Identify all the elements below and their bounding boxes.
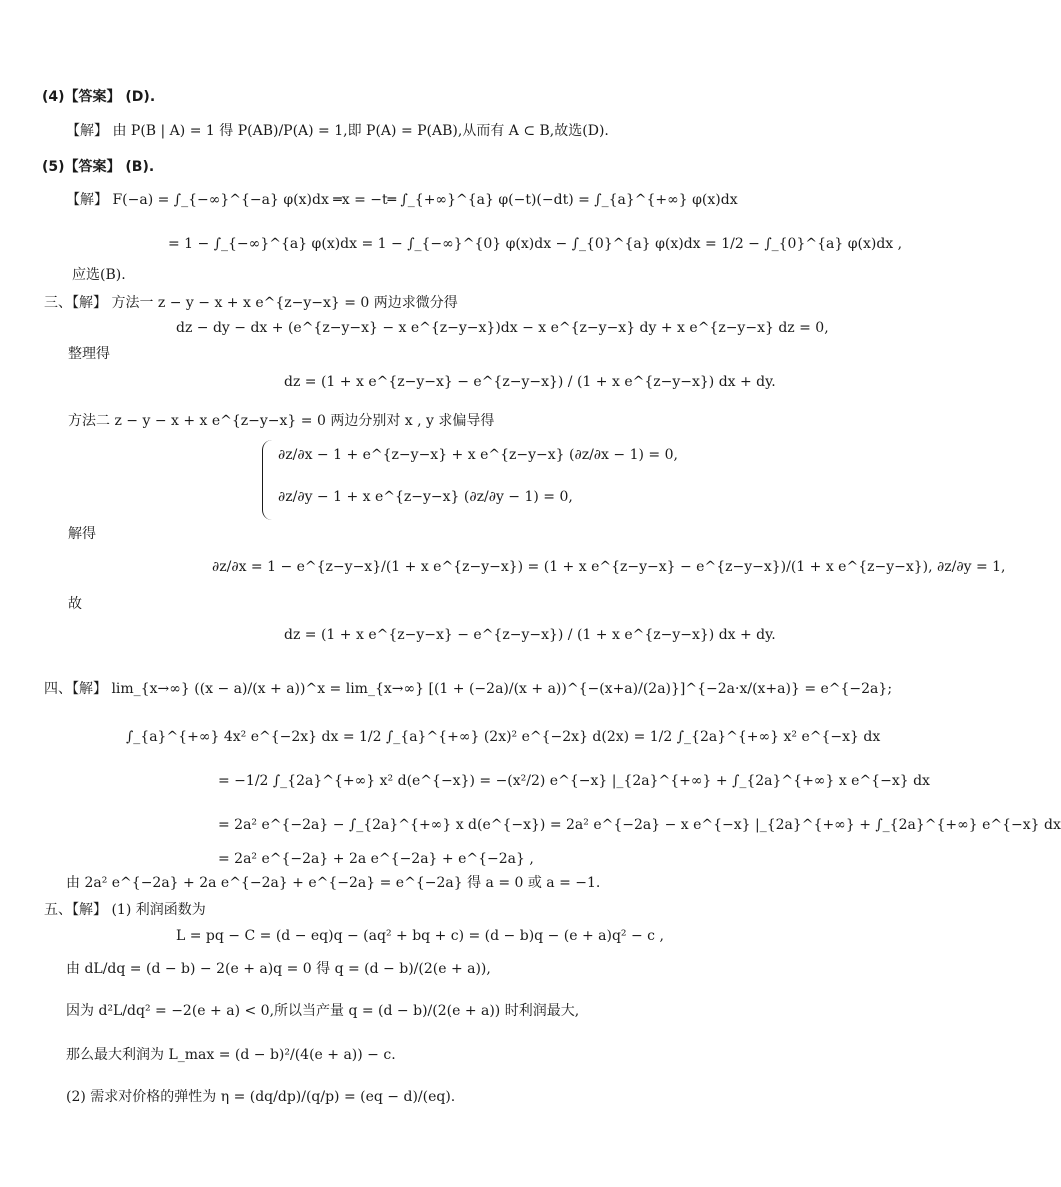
- max-profit: 那么最大利润为 L_max = (d − b)²/(4(e + a)) − c.: [66, 1047, 396, 1063]
- problem-4-limit: 四、【解】 lim_{x→∞} ((x − a)/(x + a))^x = lim_{x→∞} [(1 + (−2a)/(x + a))^{−(x+a)/(2a)}]^{−2a·x/(x+a)} = e^{−2a};: [44, 681, 893, 697]
- problem-3-result-1: dz = (1 + x e^{z−y−x} − e^{z−y−x}) / (1 + x e^{z−y−x}) dx + dy.: [284, 374, 776, 390]
- problem-4-integral-1: ∫_{a}^{+∞} 4x² e^{−2x} dx = 1/2 ∫_{a}^{+∞} (2x)² e^{−2x} d(2x) = 1/2 ∫_{2a}^{+∞} x² e^{−x} dx: [126, 729, 881, 745]
- problem-4-integral-4: = 2a² e^{−2a} + 2a e^{−2a} + e^{−2a} ,: [218, 851, 534, 867]
- profit-function: L = pq − C = (d − eq)q − (aq² + bq + c) = (d − b)q − (e + a)q² − c ,: [176, 928, 664, 944]
- price-elasticity: (2) 需求对价格的弹性为 η = (dq/dp)/(q/p) = (eq − d)/(eq).: [66, 1089, 456, 1105]
- answer-5-heading: (5)【答案】 (B).: [42, 159, 155, 175]
- problem-4-integral-3: = 2a² e^{−2a} − ∫_{2a}^{+∞} x d(e^{−x}) = 2a² e^{−2a} − x e^{−x} |_{2a}^{+∞} + ∫_{2a}^{+∞} e^{−x} dx: [218, 817, 1061, 833]
- system-equation-1: ∂z/∂x − 1 + e^{z−y−x} + x e^{z−y−x} (∂z/∂x − 1) = 0,: [278, 447, 678, 463]
- solution-5-line-2: = 1 − ∫_{−∞}^{a} φ(x)dx = 1 − ∫_{−∞}^{0} φ(x)dx − ∫_{0}^{a} φ(x)dx = 1/2 − ∫_{0}^{a} φ(x)dx ,: [168, 236, 903, 252]
- solution-5-line-1: 【解】 F(−a) = ∫_{−∞}^{−a} φ(x)dx ═x = −t═ ∫_{+∞}^{a} φ(−t)(−dt) = ∫_{a}^{+∞} φ(x)dx: [66, 192, 738, 208]
- problem-4-integral-2: = −1/2 ∫_{2a}^{+∞} x² d(e^{−x}) = −(x²/2) e^{−x} |_{2a}^{+∞} + ∫_{2a}^{+∞} x e^{−x} dx: [218, 773, 930, 789]
- problem-3-method-2: 方法二 z − y − x + x e^{z−y−x} = 0 两边分别对 x , y 求偏导得: [68, 413, 495, 429]
- problem-4-conclusion: 由 2a² e^{−2a} + 2a e^{−2a} + e^{−2a} = e^{−2a} 得 a = 0 或 a = −1.: [66, 875, 601, 891]
- problem-3-result-2: dz = (1 + x e^{z−y−x} − e^{z−y−x}) / (1 + x e^{z−y−x}) dx + dy.: [284, 627, 776, 643]
- answer-4-heading: (4)【答案】 (D).: [42, 89, 156, 105]
- problem-3-solve-label: 解得: [68, 526, 96, 542]
- solution-5-choice: 应选(B).: [72, 267, 126, 283]
- second-derivative-condition: 因为 d²L/dq² = −2(e + a) < 0,所以当产量 q = (d − b)/(2(e + a)) 时利润最大,: [66, 1003, 580, 1019]
- problem-5-heading: 五、【解】 (1) 利润函数为: [44, 902, 206, 918]
- problem-3-therefore-label: 故: [68, 596, 82, 612]
- equation-system-brace: [262, 440, 273, 520]
- first-derivative-condition: 由 dL/dq = (d − b) − 2(e + a)q = 0 得 q = (d − b)/(2(e + a)),: [66, 961, 491, 977]
- system-equation-2: ∂z/∂y − 1 + x e^{z−y−x} (∂z/∂y − 1) = 0,: [278, 489, 573, 505]
- solution-4-line: 【解】 由 P(B | A) = 1 得 P(AB)/P(A) = 1,即 P(A) = P(AB),从而有 A ⊂ B,故选(D).: [66, 123, 609, 139]
- problem-3-partials: ∂z/∂x = 1 − e^{z−y−x}/(1 + x e^{z−y−x}) = (1 + x e^{z−y−x} − e^{z−y−x})/(1 + x e^{z−y−x}), ∂z/∂y = 1,: [212, 559, 1006, 575]
- problem-3-rearrange-label: 整理得: [68, 346, 110, 362]
- problem-3-differential: dz − dy − dx + (e^{z−y−x} − x e^{z−y−x})dx − x e^{z−y−x} dy + x e^{z−y−x} dz = 0,: [176, 320, 829, 336]
- problem-3-method-1: 三、【解】 方法一 z − y − x + x e^{z−y−x} = 0 两边求微分得: [44, 295, 458, 311]
